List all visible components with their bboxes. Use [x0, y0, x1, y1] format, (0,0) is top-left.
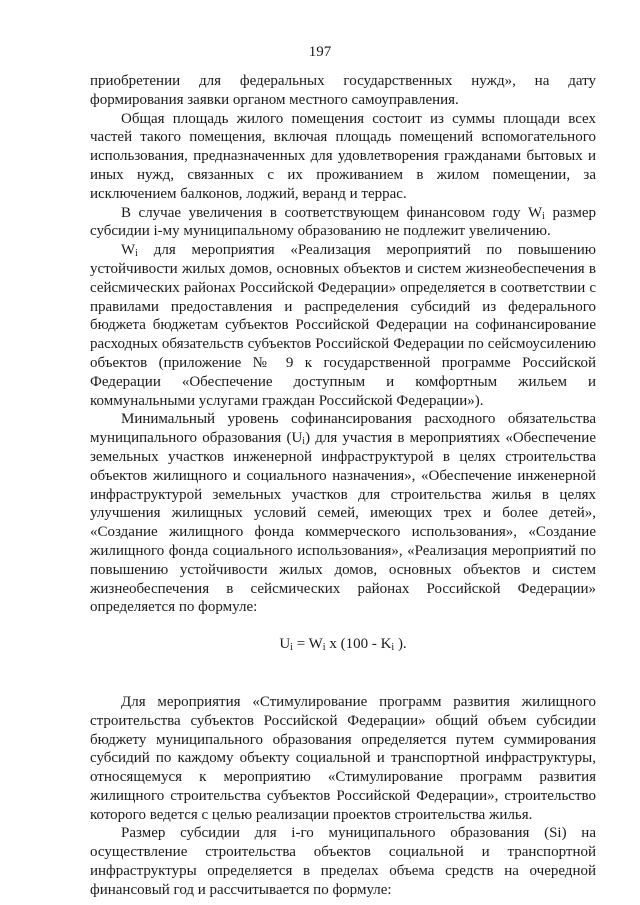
- paragraph-subsidy-size: Размер субсидии для i-го муниципального образования (Si) на осуществление строительства объектов социальной и транспортной инфраструктуры определяется в пределах объема средств на очередной финансовый год и рассчитывается по формуле:: [90, 825, 596, 898]
- paragraph-minimum-cofinancing: Минимальный уровень софинансирования расходного обязательства муниципального образования $(U_i)$ для участия в мероприятиях «Обеспечение земельных участков инженерной инфраструктурой в целях строительства объектов жилищного и социального назначения», «Обеспечение инженерной инфраструктурой земельных участков для строительства жилья в целях улучшения жилищных условий семей, имеющих трех и более детей», «Создание жилищного фонда коммерческого использования», «Создание жилищного фонда социального использования», «Реализация мероприятий по повышению устойчивости жилых домов, основных объектов и систем жизнеобеспечения в сейсмических районах Российской Федерации» определяется по формуле:: [90, 411, 596, 616]
- formula-ui: $U_i = W_i$ x ($100 - K_i$ ).: [279, 636, 407, 654]
- paragraph-increase-case: В случае увеличения в соответствующем финансовом году $W_i$ размер субсидии i-му муниципальному образованию не подлежит увеличению.: [90, 204, 596, 240]
- paragraph-continuation: приобретении для федеральных государственных нужд», на дату формирования заявки органом местного самоуправления.: [90, 73, 596, 108]
- paragraph-living-area: Общая площадь жилого помещения состоит из суммы площади всех частей такого помещения, включая площадь помещений вспомогательного использования, предназначенных для удовлетворения гражданами бытовых и иных нужд, связанных с их проживанием в жилом помещении, за исключением балконов, лоджий, веранд и террас.: [90, 110, 596, 202]
- document-body: [90, 72, 596, 900]
- page-number: 197: [308, 44, 332, 60]
- paragraph-wi-definition: $W_i$ для мероприятия «Реализация мероприятий по повышению устойчивости жилых домов, основных объектов и систем жизнеобеспечения в сейсмических районах Российской Федерации» определяется в соответствии с правилами предоставления и распределения субсидий из федерального бюджета бюджетам субъектов Российской Федерации на софинансирование расходных обязательств субъектов Российской Федерации по сейсмоусилению объектов (приложение № 9 к государственной программе Российской Федерации «Обеспечение доступным и комфортным жильем и коммунальными услугами граждан Российской Федерации»).: [90, 242, 596, 409]
- paragraph-stimulation: Для мероприятия «Стимулирование программ развития жилищного строительства субъектов Российской Федерации» общий объем субсидии бюджету муниципального образования определяется путем суммирования субсидий по каждому объекту социальной и транспортной инфраструктуры, относящемуся к мероприятию «Стимулирование программ развития жилищного строительства субъектов Российской Федерации», строительство которого ведется с целью реализации проектов строительства жилья.: [90, 693, 596, 823]
- blank-line: [90, 674, 596, 693]
